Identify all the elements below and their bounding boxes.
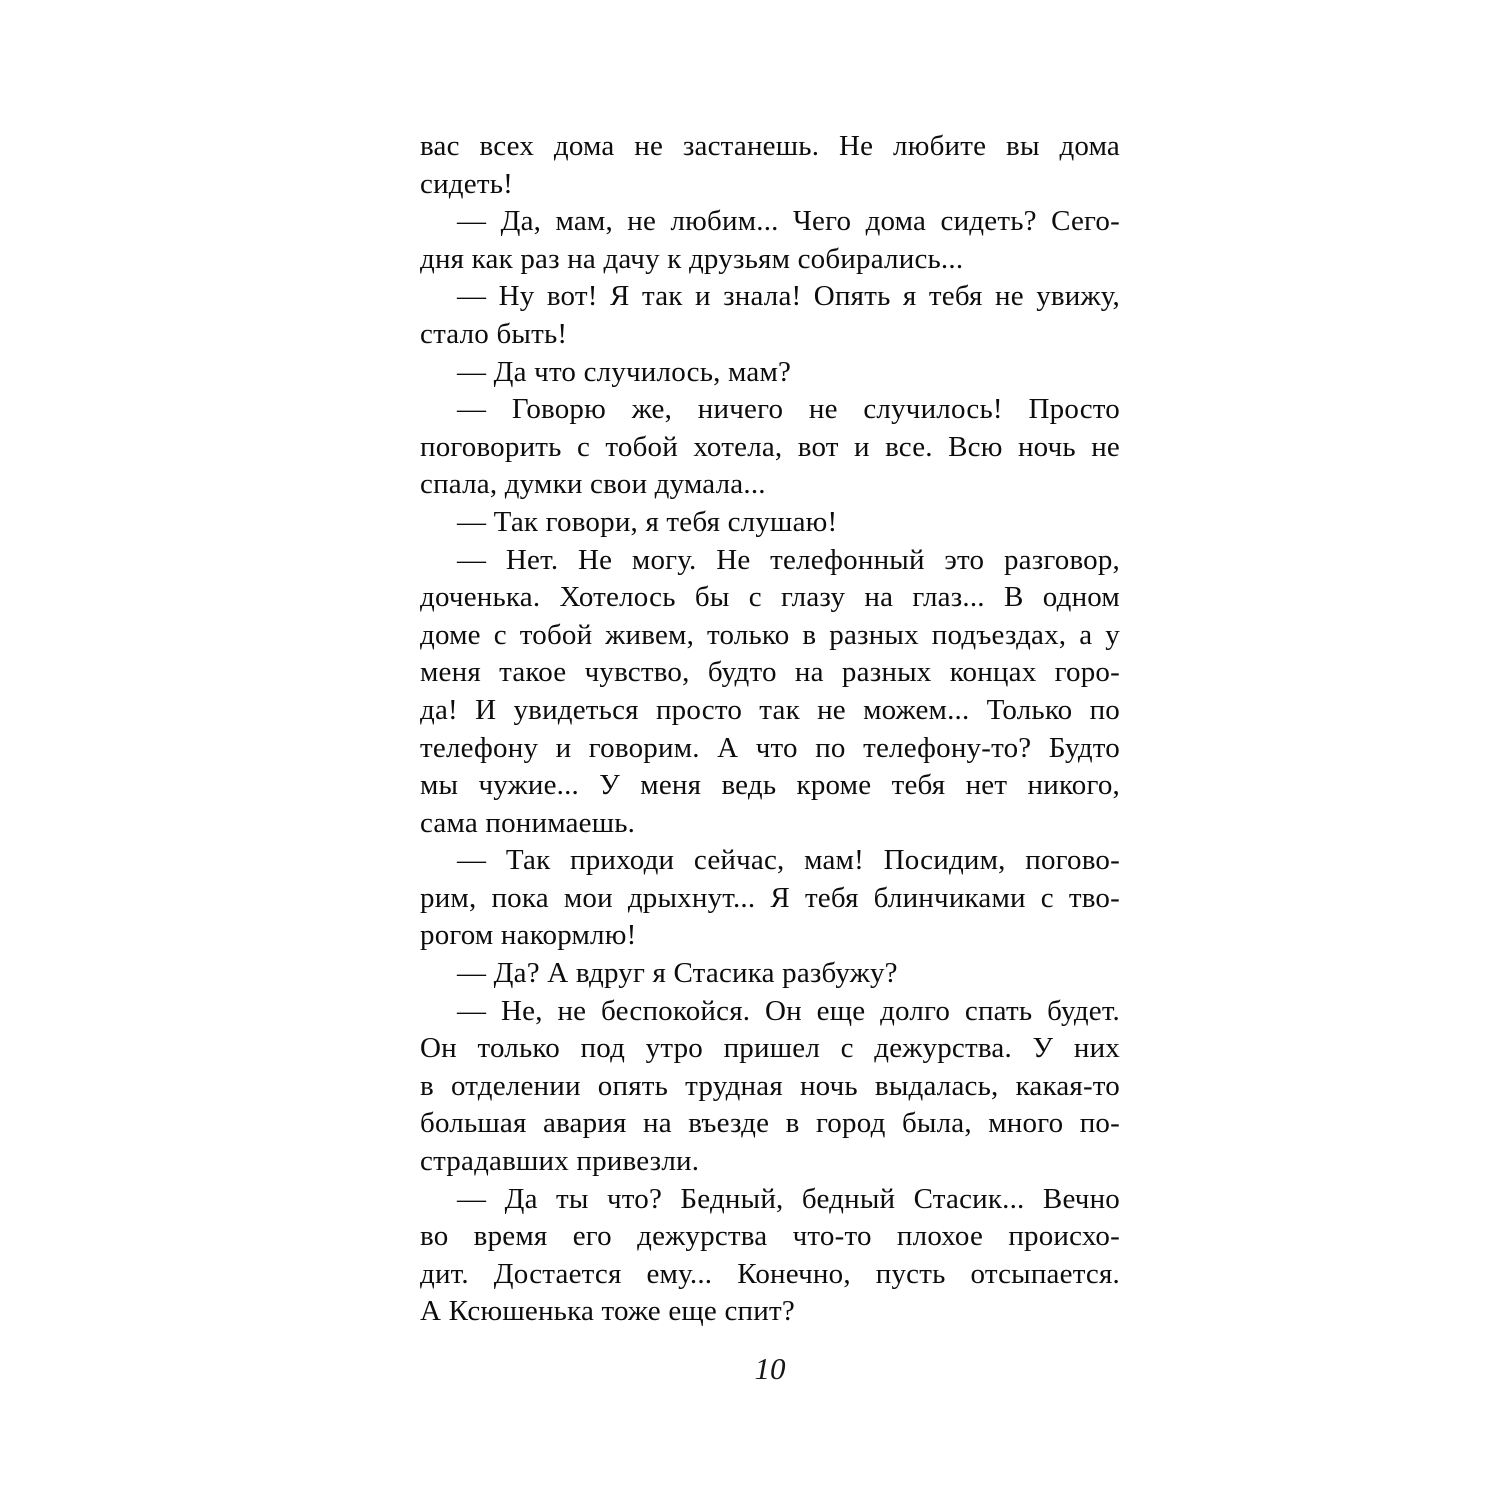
text-line: — Да? А вдруг я Стасика разбужу?: [457, 957, 898, 990]
text-line: стало быть!: [420, 317, 568, 350]
paragraph: [420, 993, 1120, 1181]
text-line: Он только под утро пришел с дежурства. У них: [420, 1032, 1120, 1065]
page-number: 10: [754, 1351, 786, 1386]
paragraph: [420, 391, 1120, 504]
text-line: дня как раз на дачу к друзьям собирались...: [420, 242, 964, 275]
text-line: спала, думки свои думала...: [420, 468, 766, 501]
text-line: — Не, не беспокойся. Он еще долго спать будет.: [457, 994, 1120, 1027]
text-line: вас всех дома не застанешь. Не любите вы дома: [420, 130, 1120, 162]
text-line: — Да, мам, не любим... Чего дома сидеть? Сего-: [457, 205, 1120, 238]
paragraph: [420, 1181, 1120, 1331]
paragraph: [420, 278, 1120, 353]
text-line: телефону и говорим. А что по телефону-то? Будто: [420, 731, 1120, 764]
text-line: поговорить с тобой хотела, вот и все. Всю ночь не: [420, 430, 1120, 463]
text-line: доченька. Хотелось бы с глазу на глаз... В одном: [420, 581, 1120, 614]
paragraph: [420, 354, 1120, 392]
text-line: сидеть!: [420, 167, 513, 200]
text-line: — Да что случилось, мам?: [457, 355, 792, 388]
paragraph: [420, 504, 1120, 542]
text-line: А Ксюшенька тоже еще спит?: [420, 1295, 795, 1328]
text-line: рогом накормлю!: [420, 919, 637, 952]
text-line: — Говорю же, ничего не случилось! Просто: [457, 393, 1120, 426]
text-line: во время его дежурства что-то плохое происхо-: [420, 1220, 1120, 1253]
text-line: да! И увидеться просто так не можем... Только по: [420, 693, 1120, 726]
paragraph: [420, 955, 1120, 993]
text-line: меня такое чувство, будто на разных концах горо-: [420, 656, 1120, 689]
text-line: — Так говори, я тебя слушаю!: [457, 505, 838, 538]
text-line: в отделении опять трудная ночь выдалась, какая-то: [420, 1069, 1120, 1102]
text-line: — Ну вот! Я так и знала! Опять я тебя не увижу,: [457, 280, 1120, 313]
text-line: — Да ты что? Бедный, бедный Стасик... Вечно: [457, 1182, 1120, 1215]
text-line: — Так приходи сейчас, мам! Посидим, погово-: [457, 844, 1120, 877]
text-line: мы чужие... У меня ведь кроме тебя нет никого,: [420, 769, 1120, 802]
text-line: дит. Достается ему... Конечно, пусть отсыпается.: [420, 1257, 1120, 1290]
text-line: — Нет. Не могу. Не телефонный это разговор,: [457, 543, 1120, 576]
paragraph: [420, 203, 1120, 278]
text-block: [420, 128, 1120, 1331]
text-line: большая авария на въезде в город была, много по-: [420, 1107, 1120, 1140]
paragraph: [420, 542, 1120, 843]
paragraph: [420, 128, 1120, 203]
text-line: страдавших привезли.: [420, 1145, 700, 1178]
text-line: доме с тобой живем, только в разных подъездах, а у: [420, 618, 1120, 651]
text-line: рим, пока мои дрыхнут... Я тебя блинчиками с тво-: [420, 881, 1120, 914]
paragraph: [420, 842, 1120, 955]
text-line: сама понимаешь.: [420, 806, 636, 839]
